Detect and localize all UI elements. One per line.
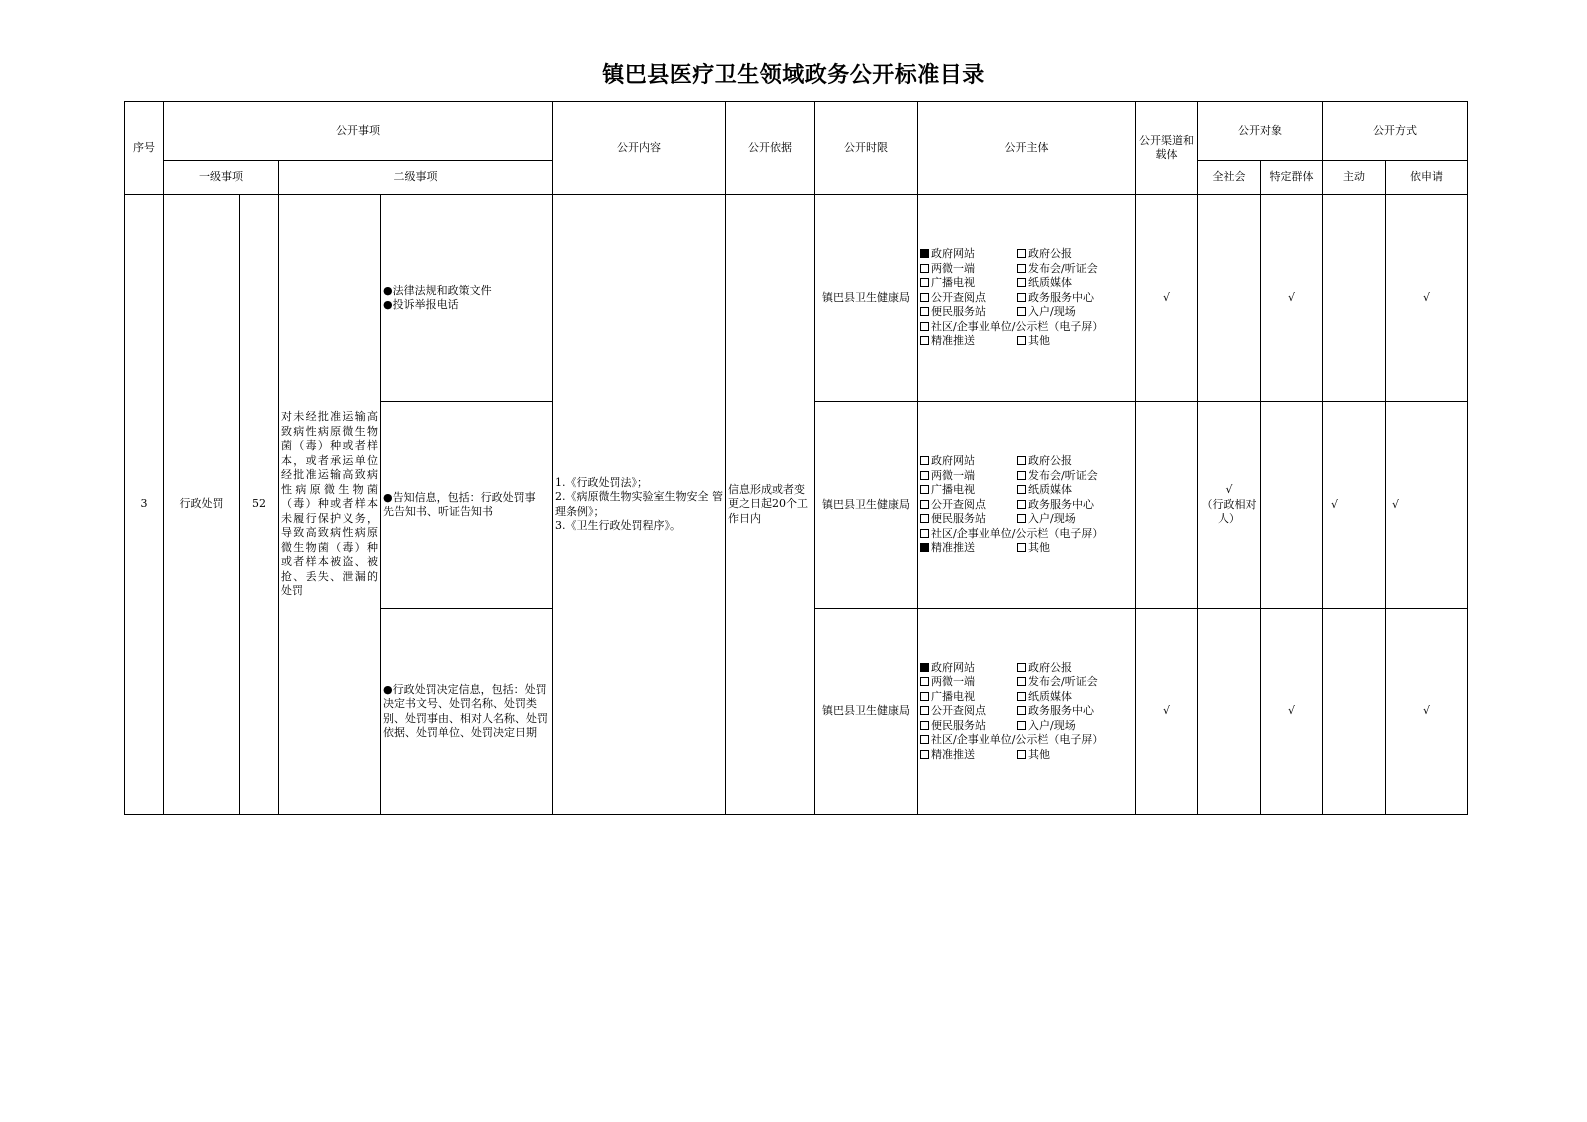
unchecked-box-icon: [920, 471, 929, 480]
channel-label: 便民服务站: [931, 305, 986, 319]
channel-label: 公开查阅点: [931, 704, 986, 718]
unchecked-box-icon: [1017, 750, 1026, 759]
channel-row: [920, 541, 1133, 556]
header-matters: 公开事项: [164, 102, 553, 161]
channel-option-precise-push: [920, 334, 1017, 349]
channel-option-convenience-station: [920, 305, 1017, 320]
channel-option-convenience-station: [920, 512, 1017, 527]
header-basis: 公开依据: [726, 102, 815, 195]
on-request-mark: √: [1323, 402, 1386, 609]
unchecked-box-icon: [920, 307, 929, 316]
channel-label: 政府公报: [1028, 247, 1072, 261]
channel-list: [918, 609, 1136, 815]
content-line: ●告知信息，包括：行政处罚事 先告知书、听证告知书: [383, 490, 536, 518]
specific-group-mark: [1198, 609, 1261, 815]
channel-label: 便民服务站: [931, 512, 986, 526]
specific-group-mark: [1198, 195, 1261, 402]
channel-option-gov-gazette: [1017, 247, 1072, 262]
channel-option-door-onsite: [1017, 305, 1076, 320]
content-line: ●法律法规和政策文件: [383, 283, 492, 297]
channel-row: [920, 498, 1133, 513]
unchecked-box-icon: [1017, 485, 1026, 494]
channel-label: 广播电视: [931, 689, 975, 703]
county-mark: √: [1386, 402, 1468, 609]
row-subject: 镇巴县卫生健康局: [815, 609, 918, 815]
channel-option-community-board: [920, 733, 1103, 748]
unchecked-box-icon: [920, 514, 929, 523]
channel-option-gov-website: [920, 454, 1017, 469]
channel-option-paper-media: [1017, 483, 1072, 498]
channel-row: [920, 719, 1133, 734]
header-content: 公开内容: [553, 102, 726, 195]
channel-label: 精准推送: [931, 541, 975, 555]
row-content: [381, 402, 553, 609]
channel-label: 其他: [1028, 541, 1050, 555]
unchecked-box-icon: [920, 735, 929, 744]
header-method: 公开方式: [1323, 102, 1468, 161]
channel-label: 两微一端: [931, 468, 975, 482]
header-target: 公开对象: [1198, 102, 1323, 161]
channel-label: 入户/现场: [1028, 718, 1076, 732]
channel-option-gov-service-center: [1017, 291, 1094, 306]
unchecked-box-icon: [920, 293, 929, 302]
on-request-mark: [1323, 609, 1386, 815]
channel-option-public-reading: [920, 498, 1017, 513]
channel-label: 发布会/听证会: [1028, 261, 1098, 275]
active-mark: √: [1261, 609, 1323, 815]
channel-label: 纸质媒体: [1028, 483, 1072, 497]
unchecked-box-icon: [920, 322, 929, 331]
item-number: 52: [240, 195, 279, 815]
channel-option-precise-push: [920, 541, 1017, 556]
header-seq: 序号: [125, 102, 164, 195]
active-mark: √: [1261, 195, 1323, 402]
channel-option-gov-service-center: [1017, 498, 1094, 513]
channel-row: [920, 690, 1133, 705]
channel-label: 广播电视: [931, 483, 975, 497]
channel-option-other: [1017, 541, 1050, 556]
channel-option-press-hearing: [1017, 675, 1098, 690]
item-basis: [553, 195, 726, 815]
unchecked-box-icon: [1017, 264, 1026, 273]
channel-row: [920, 527, 1133, 542]
channel-list: [918, 195, 1136, 402]
on-request-mark: [1323, 195, 1386, 402]
channel-row: [920, 276, 1133, 291]
catalog-table: [124, 101, 1468, 815]
basis-line: 1.《行政处罚法》；: [555, 475, 648, 489]
channel-row: [920, 675, 1133, 690]
checked-box-icon: [920, 663, 929, 672]
active-mark: [1261, 402, 1323, 609]
channel-option-gov-gazette: [1017, 661, 1072, 676]
channel-row: [920, 305, 1133, 320]
channel-option-precise-push: [920, 748, 1017, 763]
unchecked-box-icon: [920, 456, 929, 465]
channel-option-other: [1017, 334, 1050, 349]
channel-row: [920, 483, 1133, 498]
unchecked-box-icon: [920, 485, 929, 494]
unchecked-box-icon: [1017, 456, 1026, 465]
channel-label: 政府网站: [931, 660, 975, 674]
specific-group-mark: √ （行政相对人）: [1198, 402, 1261, 609]
channel-option-gov-service-center: [1017, 704, 1094, 719]
channel-option-paper-media: [1017, 276, 1072, 291]
channel-option-gov-gazette: [1017, 454, 1072, 469]
content-line: ●行政处罚决定信息，包括：处罚决定书文号、处罚名称、处罚类别、处罚事由、相对人名称、处罚依据、处罚单位、处罚决定日期: [383, 682, 548, 739]
channel-label: 入户/现场: [1028, 512, 1076, 526]
channel-row: [920, 704, 1133, 719]
channel-label: 入户/现场: [1028, 305, 1076, 319]
header-level2: 二级事项: [279, 161, 553, 195]
unchecked-box-icon: [1017, 500, 1026, 509]
unchecked-box-icon: [1017, 706, 1026, 715]
unchecked-box-icon: [1017, 293, 1026, 302]
header-level1: 一级事项: [164, 161, 279, 195]
channel-option-gov-website: [920, 661, 1017, 676]
header-channels: 公开渠道和载体: [1136, 102, 1198, 195]
channel-label: 政务服务中心: [1028, 704, 1094, 718]
header-active: 主动: [1323, 161, 1386, 195]
channel-label: 公开查阅点: [931, 290, 986, 304]
whole-society-mark: [1136, 402, 1198, 609]
item-time-limit: 信息形成或者变更之日起20个工作日内: [726, 195, 815, 815]
channel-label: 社区/企事业单位/公示栏（电子屏）: [931, 733, 1104, 747]
unchecked-box-icon: [1017, 471, 1026, 480]
checked-box-icon: [920, 543, 929, 552]
channel-row: [920, 334, 1133, 349]
county-mark: √: [1386, 195, 1468, 402]
channel-row: [920, 469, 1133, 484]
channel-row: [920, 454, 1133, 469]
channel-option-broadcast-tv: [920, 276, 1017, 291]
channel-option-door-onsite: [1017, 719, 1076, 734]
unchecked-box-icon: [920, 677, 929, 686]
unchecked-box-icon: [920, 750, 929, 759]
channel-label: 政府网站: [931, 247, 975, 261]
unchecked-box-icon: [1017, 249, 1026, 258]
unchecked-box-icon: [920, 692, 929, 701]
header-subject: 公开主体: [918, 102, 1136, 195]
channel-label: 纸质媒体: [1028, 276, 1072, 290]
unchecked-box-icon: [920, 529, 929, 538]
channel-option-broadcast-tv: [920, 690, 1017, 705]
channel-label: 两微一端: [931, 261, 975, 275]
channel-option-public-reading: [920, 291, 1017, 306]
channel-row: [920, 748, 1133, 763]
basis-line: 3.《卫生行政处罚程序》。: [555, 519, 681, 532]
item-level2: 对未经批准运输高致病性病原微生物菌（毒）种或者样本，或者承运单位经批准运输高致病性病原微生物菌（毒）种或者样本 未履行保护义务， 导致高致病性病原微生物菌（毒）种或者样本被盗、被抢、丢失、泄漏的处罚: [279, 195, 381, 815]
channel-option-community-board: [920, 527, 1103, 542]
channel-option-press-hearing: [1017, 469, 1098, 484]
whole-society-mark: √: [1136, 195, 1198, 402]
channel-row: [920, 512, 1133, 527]
basis-line: 2.《病原微生物实验室生物安全 管理条例》；: [555, 490, 723, 518]
channel-option-public-reading: [920, 704, 1017, 719]
item-level1: 行政处罚: [164, 195, 240, 815]
channel-label: 其他: [1028, 747, 1050, 761]
channel-option-gov-website: [920, 247, 1017, 262]
unchecked-box-icon: [1017, 677, 1026, 686]
channel-label: 便民服务站: [931, 718, 986, 732]
channel-option-door-onsite: [1017, 512, 1076, 527]
county-mark: √: [1386, 609, 1468, 815]
channel-option-two-micro: [920, 262, 1017, 277]
whole-society-mark: √: [1136, 609, 1198, 815]
channel-label: 社区/企事业单位/公示栏（电子屏）: [931, 319, 1104, 333]
unchecked-box-icon: [1017, 307, 1026, 316]
unchecked-box-icon: [920, 336, 929, 345]
channel-label: 政务服务中心: [1028, 497, 1094, 511]
channel-label: 发布会/听证会: [1028, 675, 1098, 689]
channel-label: 其他: [1028, 334, 1050, 348]
unchecked-box-icon: [920, 264, 929, 273]
header-on-request: 依申请: [1386, 161, 1468, 195]
channel-row: [920, 262, 1133, 277]
unchecked-box-icon: [1017, 692, 1026, 701]
item-seq: 3: [125, 195, 164, 815]
unchecked-box-icon: [1017, 336, 1026, 345]
checked-box-icon: [920, 249, 929, 258]
channel-label: 政府网站: [931, 454, 975, 468]
row-subject: 镇巴县卫生健康局: [815, 402, 918, 609]
channel-label: 社区/企事业单位/公示栏（电子屏）: [931, 526, 1104, 540]
channel-label: 精准推送: [931, 747, 975, 761]
header-specific-group: 特定群体: [1261, 161, 1323, 195]
channel-label: 政务服务中心: [1028, 290, 1094, 304]
header-time-limit: 公开时限: [815, 102, 918, 195]
channel-list: [918, 402, 1136, 609]
channel-label: 精准推送: [931, 334, 975, 348]
unchecked-box-icon: [1017, 514, 1026, 523]
unchecked-box-icon: [920, 500, 929, 509]
channel-row: [920, 291, 1133, 306]
channel-label: 政府公报: [1028, 660, 1072, 674]
row-subject: 镇巴县卫生健康局: [815, 195, 918, 402]
unchecked-box-icon: [920, 706, 929, 715]
unchecked-box-icon: [1017, 721, 1026, 730]
channel-option-two-micro: [920, 469, 1017, 484]
unchecked-box-icon: [1017, 663, 1026, 672]
channel-label: 两微一端: [931, 675, 975, 689]
channel-option-two-micro: [920, 675, 1017, 690]
unchecked-box-icon: [1017, 278, 1026, 287]
channel-label: 公开查阅点: [931, 497, 986, 511]
header-whole-society: 全社会: [1198, 161, 1261, 195]
channel-label: 发布会/听证会: [1028, 468, 1098, 482]
row-content: [381, 195, 553, 402]
channel-option-broadcast-tv: [920, 483, 1017, 498]
channel-option-convenience-station: [920, 719, 1017, 734]
channel-row: [920, 661, 1133, 676]
channel-label: 政府公报: [1028, 454, 1072, 468]
channel-option-paper-media: [1017, 690, 1072, 705]
channel-option-community-board: [920, 320, 1103, 335]
channel-option-other: [1017, 748, 1050, 763]
channel-row: [920, 320, 1133, 335]
page-title: 镇巴县医疗卫生领域政务公开标准目录: [602, 62, 985, 88]
unchecked-box-icon: [920, 721, 929, 730]
unchecked-box-icon: [920, 278, 929, 287]
row-content: [381, 609, 553, 815]
channel-label: 广播电视: [931, 276, 975, 290]
unchecked-box-icon: [1017, 543, 1026, 552]
content-line: ●投诉举报电话: [383, 298, 459, 311]
channel-row: [920, 247, 1133, 262]
table-row: [125, 195, 1468, 402]
channel-label: 纸质媒体: [1028, 689, 1072, 703]
channel-option-press-hearing: [1017, 262, 1098, 277]
channel-row: [920, 733, 1133, 748]
